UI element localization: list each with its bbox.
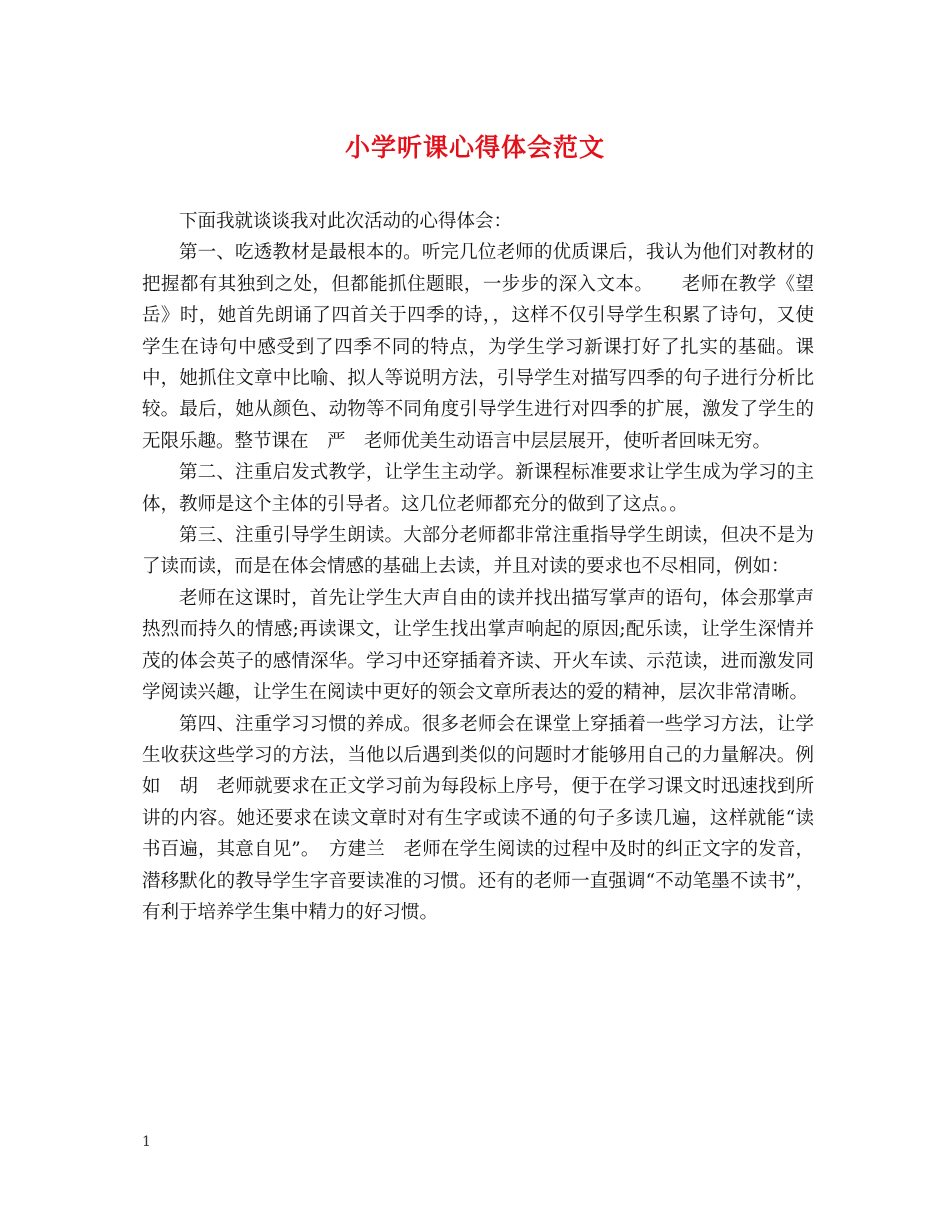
document-title: 小学听课心得体会范文 — [344, 133, 605, 162]
paragraph-second-point: 第二、注重启发式教学，让学生主动学。新课程标准要求让学生成为学习的主体，教师是这个主体的引导者。这几位老师都充分的做到了这点。。 — [142, 462, 814, 515]
paragraph-reading-example: 老师在这课时，首先让学生大声自由的读并找出描写掌声的语句，体会那掌声热烈而持久的情感;再读课文，让学生找出掌声响起的原因;配乐读，让学生深情并茂的体会英子的感情深华。学习中还穿插着齐读、开火车读、示范读，进而激发同学阅读兴趣，让学生在阅读中更好的领会文章所表达的爱的精神，层次非常清晰。 — [142, 587, 814, 704]
page-number: 1 — [142, 1134, 151, 1150]
paragraph-fourth-point: 第四、注重学习习惯的养成。很多老师会在课堂上穿插着一些学习方法，让学生收获这些学习的方法，当他以后遇到类似的问题时才能够用自己的力量解决。例如 胡 老师就要求在正文学习前为每段标上序号，便于在学习课文时迅速找到所讲的内容。她还要求在读文章时对有生字或读不通的句子多读几遍，这样就能“读书百遍，其意自见”。 方建兰 老师在学生阅读的过程中及时的纠正文字的发音，潜移默化的教导学生字音要读准的习惯。还有的老师一直强调“不动笔墨不读书”，有利于培养学生集中精力的好习惯。 — [142, 713, 814, 923]
paragraph-third-point: 第三、注重引导学生朗读。大部分老师都非常注重指导学生朗读，但决不是为了读而读，而是在体会情感的基础上去读，并且对读的要求也不尽相同，例如： — [142, 525, 814, 578]
paragraph-first-point: 第一、吃透教材是最根本的。听完几位老师的优质课后，我认为他们对教材的把握都有其独到之处，但都能抓住题眼，一步步的深入文本。 老师在教学《望岳》时，她首先朗诵了四首关于四季的诗，，这样不仅引导学生积累了诗句，又使学生在诗句中感受到了四季不同的特点，为学生学习新课打好了扎实的基础。课中，她抓住文章中比喻、拟人等说明方法，引导学生对描写四季的句子进行分析比较。最后，她从颜色、动物等不同角度引导学生进行对四季的扩展，激发了学生的无限乐趣。整节课在 严 老师优美生动语言中层层展开，使听者回味无穷。 — [142, 242, 814, 452]
paragraph-intro: 下面我就谈谈我对此次活动的心得体会： — [179, 211, 513, 232]
document-body — [142, 206, 814, 928]
